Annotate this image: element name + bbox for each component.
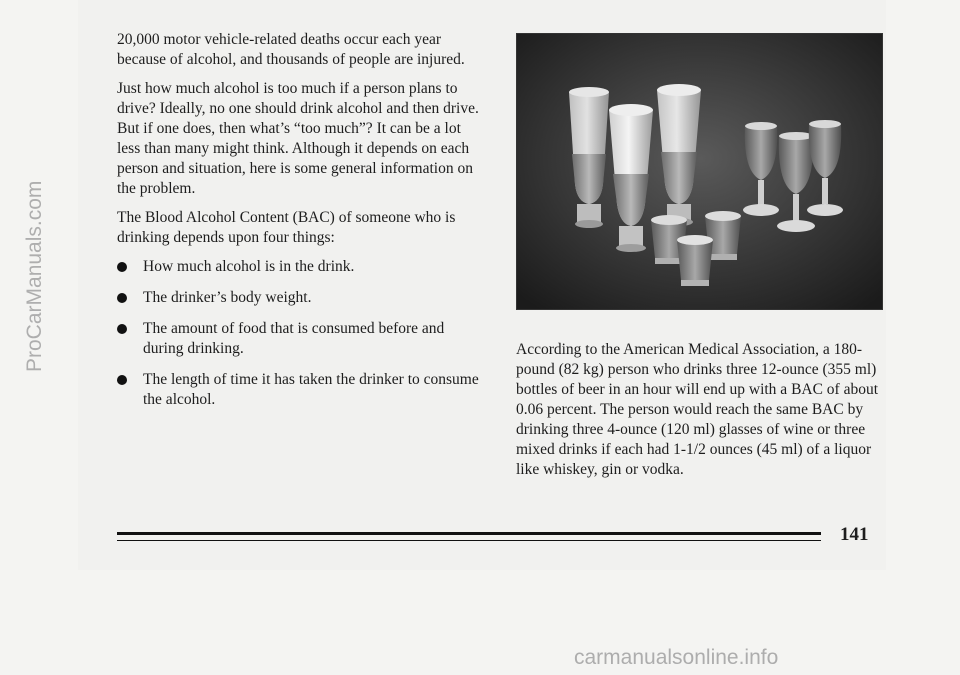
- right-column: [516, 340, 888, 480]
- list-item-text: The amount of food that is consumed before and during drinking.: [143, 320, 445, 357]
- list-item-text: The drinker’s body weight.: [143, 289, 312, 306]
- list-item-text: The length of time it has taken the drinker to consume the alcohol.: [143, 371, 479, 408]
- intro-paragraph: 20,000 motor vehicle-related deaths occur each year because of alcohol, and thousands of people are injured.: [117, 31, 465, 68]
- footer-rule-thick: [117, 532, 821, 535]
- ama-paragraph: According to the American Medical Association, a 180-pound (82 kg) person who drinks three 12-ounce (355 ml) bottles of beer in an hour will end up with a BAC of about 0.06 percent. The person would reach the same BAC by drinking three 4-ounce (120 ml) glasses of wine or three mixed drinks if each had 1-1/2 ounces (45 ml) of a liquor like whiskey, gin or vodka.: [516, 341, 879, 478]
- question-paragraph: Just how much alcohol is too much if a person plans to drive? Ideally, no one should drink alcohol and then drive. But if one does, then what’s “too much”? It can be a lot less than many might think. Although it depends on each person and situation, here is some general information on the problem.: [117, 80, 479, 197]
- bullet-icon: [117, 324, 127, 334]
- shot-glass: [677, 235, 713, 286]
- bac-factor-list: [117, 257, 487, 410]
- list-item-text: How much alcohol is in the drink.: [143, 258, 355, 275]
- bullet-icon: [117, 293, 127, 303]
- bullet-icon: [117, 375, 127, 385]
- list-item: [117, 319, 487, 359]
- page-number: 141: [840, 524, 869, 545]
- bullet-icon: [117, 262, 127, 272]
- drinks-photo: [516, 33, 883, 310]
- left-column: [117, 30, 487, 421]
- drinks-illustration: [517, 34, 883, 310]
- side-watermark: ProCarManuals.com: [23, 180, 46, 372]
- list-item: [117, 257, 487, 277]
- list-item: [117, 288, 487, 308]
- bac-paragraph: The Blood Alcohol Content (BAC) of someone who is drinking depends upon four things:: [117, 209, 456, 246]
- bottom-watermark: carmanualsonline.info: [574, 646, 779, 669]
- list-item: [117, 370, 487, 410]
- footer-rule-thin: [117, 540, 821, 541]
